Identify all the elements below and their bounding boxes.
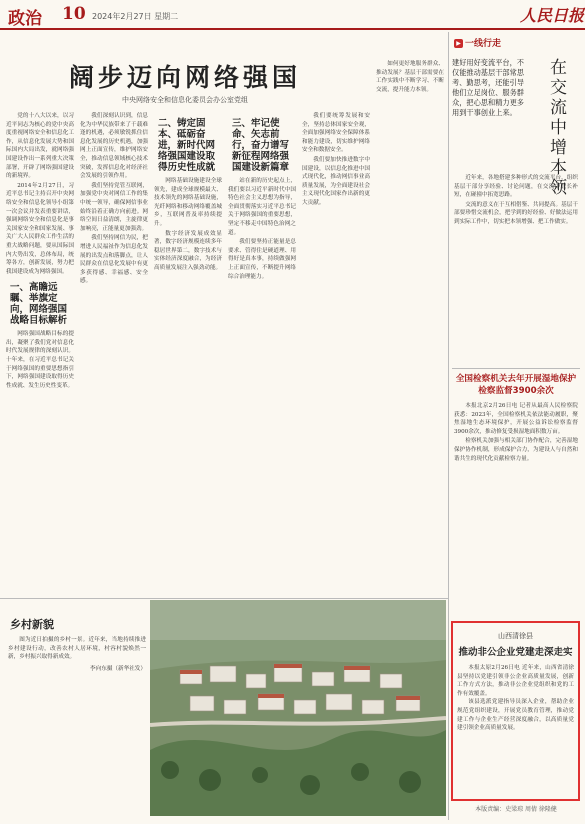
article-column-4 xyxy=(228,112,296,592)
column-divider xyxy=(448,32,449,820)
tag-icon: ▶ xyxy=(454,39,463,48)
paragraph: 2014年2月27日，习近平总书记主持召开中央网络安全和信息化领导小组第一次会议并发表重要讲话，强调网络安全和信息化是事关国家安全和国家发展、事关广大人民群众工作生活的重大战略问题，要从国际国内大势出发，总体布局，统筹各方，创新发展，努力把我国建设成为网络强国。 xyxy=(6,182,74,275)
red-framed-article xyxy=(451,621,580,801)
paragraph: 如何更好地服务群众、推动发展？基层干部需要在工作实践中不断学习、不断交流，提升能力本领。 xyxy=(376,61,444,93)
paragraph: 站在新的历史起点上，我们要以习近平新时代中国特色社会主义思想为指导，全面贯彻落实习近平总书记关于网络强国的重要思想，坚定不移走中国特色治网之道。 xyxy=(228,178,296,236)
article-column-6 xyxy=(376,60,444,590)
highlight-tag-label: 一线行走 xyxy=(465,39,502,49)
feature-title: 乡村新貌 xyxy=(10,618,54,631)
article-column-1 xyxy=(6,112,74,592)
article-column-3 xyxy=(154,112,222,592)
red-box-body xyxy=(453,658,578,733)
page-footer: 本版责编：史梁琼 周倩 徐隆健 xyxy=(475,806,557,813)
highlight-quote: 建好用好变流平台，不仅能推动基层干部常思考、勤思考，还能引导他们立足岗位、服务群众，把心思和精力更多用到干事创业上来。 xyxy=(452,58,524,117)
red-box-kicker: 山西清徐县 xyxy=(498,632,533,640)
newspaper-logo: 人民日报 xyxy=(520,6,585,25)
paragraph: 我们要统筹发展和安全，坚持总体国家安全观，全面加强网络安全保障体系和能力建设，切实维护网络安全和数据安全。 xyxy=(302,113,370,154)
highlight-tag xyxy=(454,36,501,49)
village-aerial-photo xyxy=(150,600,446,816)
paragraph: 检察机关加强与相关部门协作配合，完善湿地保护协作机制，形成保护合力，为建设人与自然和谐共生的现代化贡献检察力量。 xyxy=(454,438,578,462)
red-box-title: 推动非公企业党建走深走实 xyxy=(458,647,573,658)
paragraph: 网络强国战略目标的提出，凝聚了我们党对信息化时代发展规律的深刻认识。十年来，在习近平总书记关于网络强国的重要思想指引下，网络强国建设取得历史性成就、发生历史性变革。 xyxy=(6,331,74,389)
section-divider xyxy=(0,598,448,599)
masthead xyxy=(0,0,585,30)
section-divider xyxy=(452,368,580,369)
paragraph: 数字经济发展成效显著，数字经济规模连续多年稳居世界第二，数字技术与实体经济深度融合，为经济高质量发展注入强劲动能。 xyxy=(154,230,222,271)
article-column-2 xyxy=(80,112,148,592)
news-brief-body xyxy=(454,402,578,612)
paragraph: 我们坚持党管互联网，加强党中央对网信工作的集中统一领导，确保网信事业始终沿着正确方向前进。网络空间日益清朗，主旋律更加响亮，正能量更加强劲。 xyxy=(80,182,148,232)
issue-date: 2024年2月27日 星期二 xyxy=(92,12,179,21)
news-brief-title: 全国检察机关去年开展湿地保护 检察监督3900余次 xyxy=(455,374,577,396)
paragraph: 党的十八大以来，以习近平同志为核心的党中央高度重视网络安全和信息化工作，从信息化发展大势和国际国内大局出发，就网络强国建设作出一系列重大决策部署，开辟了网络强国建设的新境界。 xyxy=(6,113,74,180)
caption-text: 图为近日拍摄的乡村一景。近年来，当地持续推进乡村建设行动，改善农村人居环境，村容村貌焕然一新，乡村振兴取得新成效。 xyxy=(8,637,146,661)
photo-feature xyxy=(4,606,150,816)
section-heading-3: 三、牢记使命、矢志前行，奋力谱写新征程网络强国建设新篇章 xyxy=(232,118,290,173)
paragraph: 本报太原2月26日电 近年来，山西省清徐县坚持以党建引领非公企业高质量发展，创新工作方式方法，推动非公企业党组织和党的工作有效覆盖。 xyxy=(457,665,574,697)
section-heading-1: 一、高瞻远瞩、举旗定向，网络强国战略目标解析 xyxy=(10,282,68,327)
side-column-title: 在交流中增本领 xyxy=(546,58,566,198)
article-column-5 xyxy=(302,112,370,592)
paragraph: 交流的意义在于互相借鉴、共同提高。基层干部要珍惜交流机会，把学到的好经验、好做法运用到实际工作中，切实把本领增强、把工作做实。 xyxy=(454,201,578,225)
paragraph: 我们坚持网信为民，把增进人民福祉作为信息化发展的出发点和落脚点，让人民群众在信息化发展中有更多获得感、幸福感、安全感。 xyxy=(80,235,148,285)
paragraph: 网络基础设施建设全球领先，建成全球规模最大、技术领先的网络基础设施，光纤网络和移动网络覆盖城乡，互联网普及率持续提升。 xyxy=(154,178,222,227)
page-number: 10 xyxy=(62,4,86,24)
main-headline: 阔步迈向网络强国 xyxy=(68,63,301,92)
paragraph: 我们要加快推进数字中国建设，以信息化推进中国式现代化，推动网信事业高质量发展，为全面建设社会主义现代化国家作出新的更大贡献。 xyxy=(302,156,370,206)
paragraph: 该县选派党建指导员深入企业，帮助企业规范党组织建设，开展党员教育管理，推动党建工作与企业生产经营深度融合，以高质量党建引领企业高质量发展。 xyxy=(457,699,574,732)
paragraph: 本报北京2月26日电 记者从最高人民检察院获悉：2023年，全国检察机关依法能动履职，聚焦湿地生态环境保护，开展公益诉讼检察监督3900余次，推动修复受损湿地面积数万亩。 xyxy=(454,403,578,435)
side-column-body xyxy=(454,174,578,364)
section-name: 政治 xyxy=(8,9,42,29)
paragraph: 我们要坚持正能量是总要求、管得住是硬道理、用得好是真本事，持续做强网上正面宣传，不断提升网络综合治理能力。 xyxy=(228,239,296,280)
feature-caption xyxy=(4,636,150,662)
section-heading-2: 二、铸定固本、砥砺奋进，新时代网络强国建设取得历史性成就 xyxy=(158,118,216,173)
photo-credit: 李向东摄（新华社发） xyxy=(90,665,146,672)
article-byline: 中央网络安全和信息化委员会办公室党组 xyxy=(122,96,248,104)
paragraph: 近年来，各地搭建多种形式的交流平台，组织基层干部分享经验、讨论问题，在交流中取长补短，在碰撞中拓宽思路。 xyxy=(454,175,578,199)
paragraph: 我们深刻认识到，信息化为中华民族带来了千载难逢的机遇，必须敏锐抓住信息化发展的历史机遇，加强网上正面宣传，维护网络安全，推动信息领域核心技术突破，发挥信息化对经济社会发展的引领作用。 xyxy=(80,113,148,180)
